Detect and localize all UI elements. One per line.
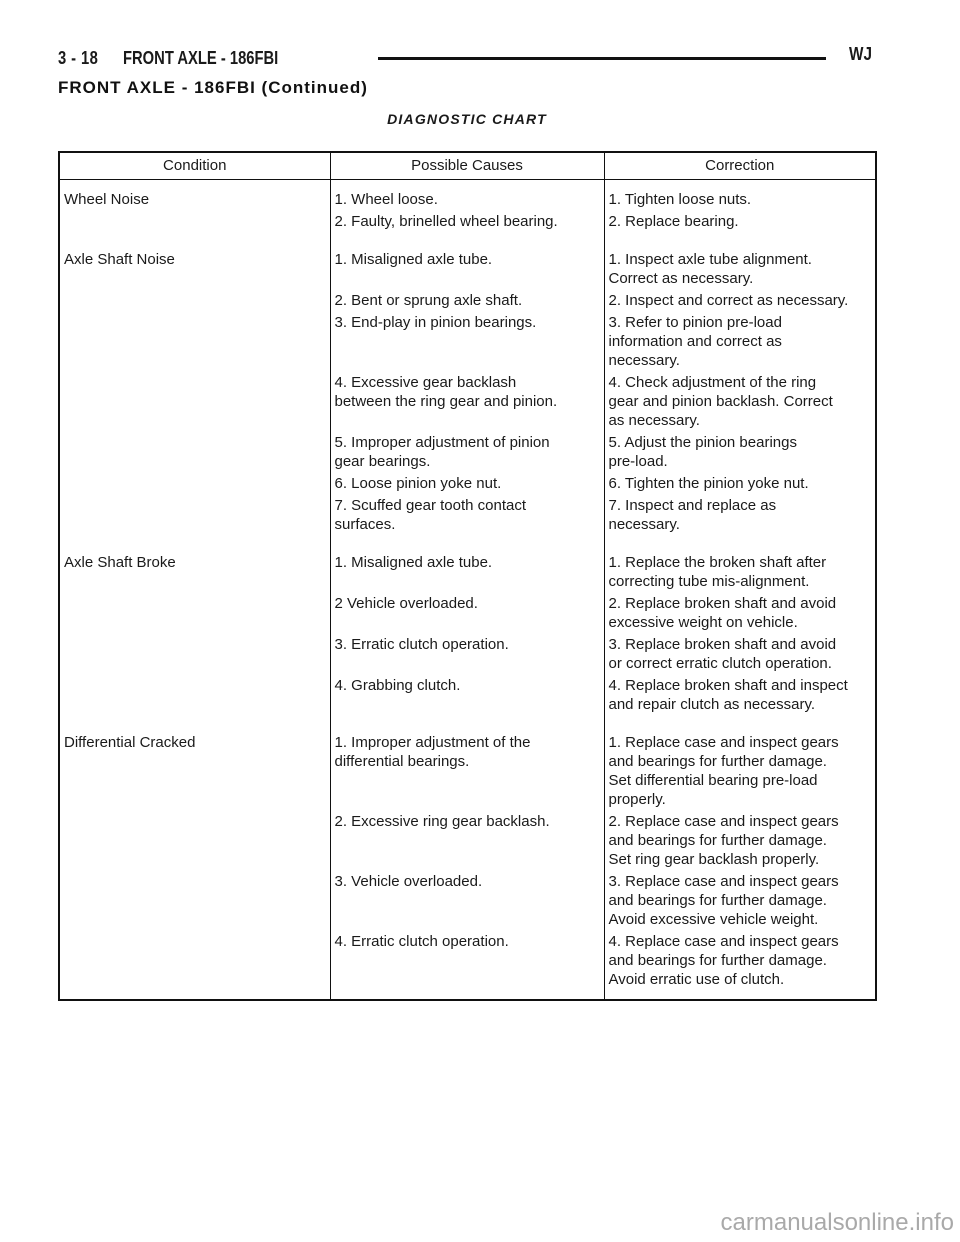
table-row [59,310,876,370]
correction-cell: 2. Replace bearing. [604,209,876,240]
condition-cell [59,673,330,723]
condition-cell [59,632,330,673]
table-body [59,180,876,1001]
page-number: 3 - 18 [58,47,99,68]
correction-cell: 6. Tighten the pinion yoke nut. [604,471,876,493]
correction-cell: 4. Check adjustment of the ring gear and pinion backlash. Correct as necessary. [604,370,876,430]
correction-cell: 4. Replace case and inspect gears and bearings for further damage. Avoid erratic use of clutch. [604,929,876,1000]
condition-cell: Axle Shaft Noise [64,251,175,268]
cause-cell: 3. Vehicle overloaded. [330,869,604,929]
cause-cell: 5. Improper adjustment of pinion gear bearings. [330,430,604,471]
correction-cell: 2. Replace case and inspect gears and bearings for further damage. Set ring gear backlash properly. [604,809,876,869]
correction-cell: 1. Replace the broken shaft after correcting tube mis-alignment. [604,543,876,591]
table-row [59,209,876,240]
correction-cell: 3. Replace broken shaft and avoid or correct erratic clutch operation. [604,632,876,673]
table-row [59,673,876,723]
condition-cell [59,430,330,471]
condition-cell [59,310,330,370]
header-rule [378,57,826,60]
table-row [59,430,876,471]
table-row [59,240,876,288]
correction-cell: 7. Inspect and replace as necessary. [604,493,876,543]
correction-cell: 5. Adjust the pinion bearings pre-load. [604,430,876,471]
svg-text:carmanualsonline.info: carmanualsonline.info [720,1209,954,1236]
column-header-condition: Condition [59,152,330,180]
table-row [59,809,876,869]
correction-cell: 1. Inspect axle tube alignment. Correct as necessary. [604,240,876,288]
correction-cell: 1. Tighten loose nuts. [604,180,876,210]
condition-cell [59,471,330,493]
table-row [59,493,876,543]
table-row [59,929,876,1000]
header-title: FRONT AXLE - 186FBI [123,47,279,68]
condition-cell: Differential Cracked [64,734,196,751]
correction-cell: 4. Replace broken shaft and inspect and repair clutch as necessary. [604,673,876,723]
table-row [59,370,876,430]
header-code: WJ [849,44,872,64]
cause-cell: 4. Erratic clutch operation. [330,929,604,1000]
table-row [59,288,876,310]
cause-cell: 2 Vehicle overloaded. [330,591,604,632]
correction-cell: 2. Inspect and correct as necessary. [604,288,876,310]
cause-cell: 7. Scuffed gear tooth contact surfaces. [330,493,604,543]
table-row [59,471,876,493]
chart-title: DIAGNOSTIC CHART [387,111,547,127]
table-row [59,180,876,210]
table-row [59,543,876,591]
cause-cell: 3. End-play in pinion bearings. [330,310,604,370]
table-row [59,591,876,632]
table-row [59,723,876,809]
condition-cell [59,288,330,310]
cause-cell: 2. Faulty, brinelled wheel bearing. [330,209,604,240]
correction-cell: 2. Replace broken shaft and avoid excessive weight on vehicle. [604,591,876,632]
cause-cell: 3. Erratic clutch operation. [330,632,604,673]
table-row [59,869,876,929]
condition-cell [59,493,330,543]
cause-cell: 1. Misaligned axle tube. [330,543,604,591]
column-header-correction: Correction [604,152,876,180]
watermark-logo [654,1206,954,1236]
condition-cell [59,209,330,240]
page-header [58,44,872,72]
diagnostic-table [58,151,877,1001]
condition-cell [59,591,330,632]
cause-cell: 4. Excessive gear backlash between the ring gear and pinion. [330,370,604,430]
condition-cell [59,869,330,929]
condition-cell [59,809,330,869]
correction-cell: 1. Replace case and inspect gears and bearings for further damage. Set differential bearing pre-load properly. [604,723,876,809]
cause-cell: 2. Excessive ring gear backlash. [330,809,604,869]
cause-cell: 4. Grabbing clutch. [330,673,604,723]
cause-cell: 6. Loose pinion yoke nut. [330,471,604,493]
correction-cell: 3. Refer to pinion pre-load information and correct as necessary. [604,310,876,370]
section-title: FRONT AXLE - 186FBI (Continued) [58,78,368,97]
correction-cell: 3. Replace case and inspect gears and bearings for further damage. Avoid excessive vehicle weight. [604,869,876,929]
cause-cell: 1. Misaligned axle tube. [330,240,604,288]
condition-cell: Axle Shaft Broke [64,554,176,571]
cause-cell: 2. Bent or sprung axle shaft. [330,288,604,310]
column-header-causes: Possible Causes [330,152,604,180]
condition-cell [59,929,330,1000]
condition-cell: Wheel Noise [64,191,150,208]
table-header-row [59,152,876,180]
cause-cell: 1. Improper adjustment of the differential bearings. [330,723,604,809]
cause-cell: 1. Wheel loose. [330,180,604,210]
table-row [59,632,876,673]
condition-cell [59,370,330,430]
